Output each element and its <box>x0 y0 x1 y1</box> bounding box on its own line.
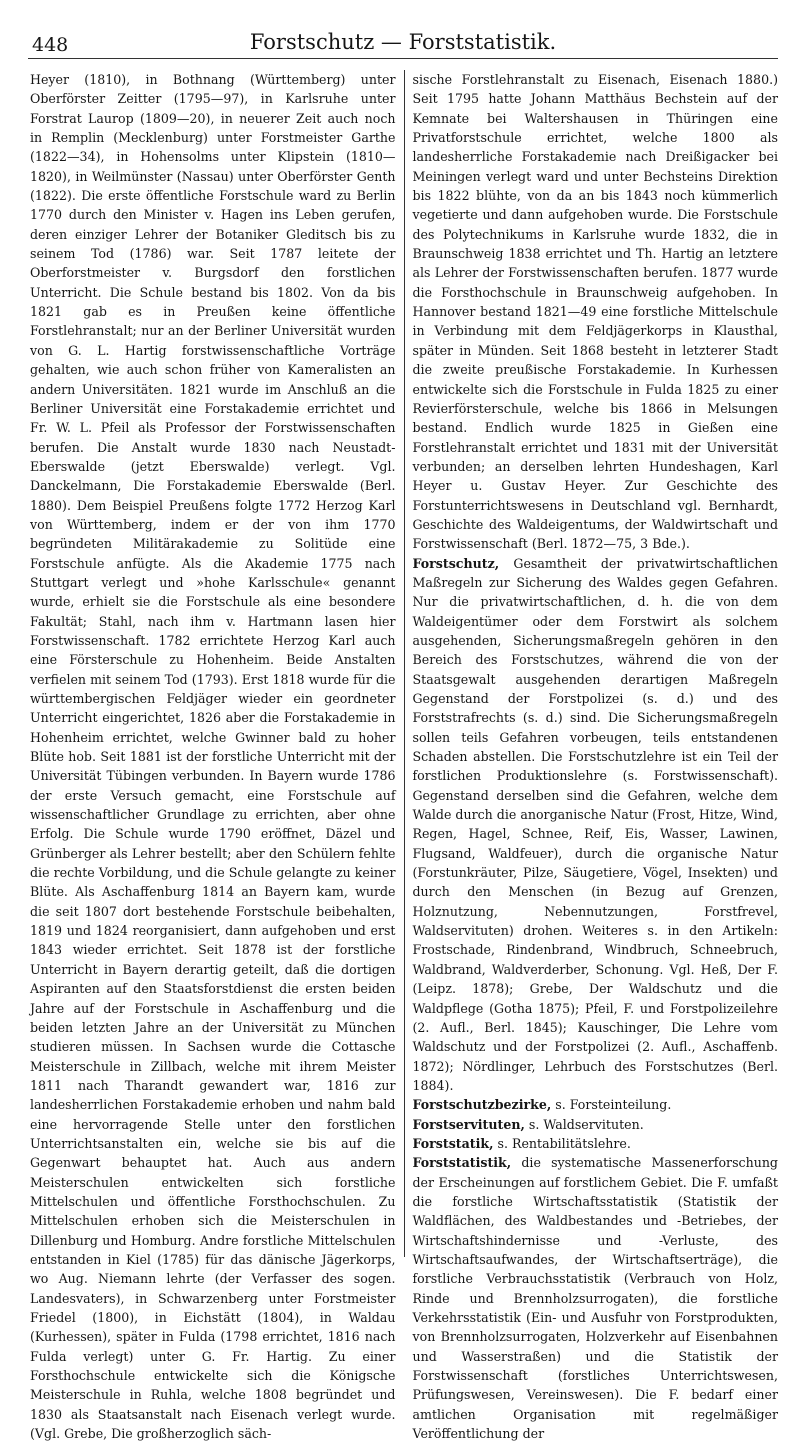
left-column <box>30 70 405 1442</box>
entry-forstservituten <box>413 1115 779 1134</box>
running-title: Forstschutz — Forststatistik. <box>249 30 557 54</box>
right-column <box>405 70 779 1442</box>
entry-forststatik <box>413 1134 779 1153</box>
headword: Forststatistik, <box>412 1155 512 1171</box>
headword: Forststatik, <box>412 1135 494 1151</box>
page-header <box>28 28 778 59</box>
left-column-text: Heyer (1810), in Bothnang (Württemberg) unter Oberförster Zeitter (1795—97), in Karlsruhe unter Forstrat Laurop (1809—20), in neuerer Zeit auch noch in Remplin (Mecklenburg) unter Forstmeister Garthe (1822—34), in Hohensolms unter Klipstein (1810—1820), in Weilmünster (Nassau) unter Oberförster Genth (1822). Die erste öffentliche Forstschule ward zu Berlin 1770 durch den Minister v. Hagen ins Leben gerufen, deren einziger Lehrer der Botaniker Gleditsch bis zu seinem Tod (1786) war. Seit 1787 leitete der Oberforstmeister v. Burgsdorf den forstlichen Unterricht. Die Schule bestand bis 1802. Von da bis 1821 gab es in Preußen keine öffentliche Forstlehranstalt; nur an der Berliner Universität wurden von G. L. Hartig forstwissenschaftliche Vorträge gehalten, wie auch schon früher von Kameralisten an andern Universitäten. 1821 wurde im Anschluß an die Berliner Universität eine Forstakademie errichtet und Fr. W. L. Pfeil als Professor der Forstwissenschaften berufen. Die Anstalt wurde 1830 nach Neustadt-Eberswalde (jetzt Eberswalde) verlegt. Vgl. Danckelmann, Die Forstakademie Eberswalde (Berl. 1880). Dem Beispiel Preußens folgte 1772 Herzog Karl von Württemberg, indem er der von ihm 1770 begründeten Militärakademie zu Solitüde eine Forstschule anfügte. Als die Akademie 1775 nach Stuttgart verlegt und »hohe Karlsschule« genannt wurde, erhielt sie die Forstschule als eine besondere Fakultät; Stahl, nach ihm v. Hartmann lasen hier Forstwissenschaft. 1782 errichtete Herzog Karl auch eine Försterschule zu Hohenheim. Beide Anstalten verfielen mit seinem Tod (1793). Erst 1818 wurde für die württembergischen Feldjäger wieder ein geordneter Unterricht eingerichtet, 1826 aber die Forstakademie in Hohenheim errichtet, welche Gwinner bald zu hoher Blüte hob. Seit 1881 ist der forstliche Unterricht mit der Universität Tübingen verbunden. In Bayern wurde 1786 der erste Versuch gemacht, eine Forstschule auf wissenschaftlicher Grundlage zu errichten, aber ohne Erfolg. Die Schule wurde 1790 eröffnet, Däzel und Grünberger als Lehrer bestellt; aber den Schülern fehlte die rechte Vorbildung, und die Schule gelangte zu keiner Blüte. Als Aschaffenburg 1814 an Bayern kam, wurde die seit 1807 dort bestehende Forstschule beibehalten, 1819 und 1824 reorganisiert, dann aufgehoben und erst 1843 wieder errichtet. Seit 1878 ist der forstliche Unterricht in Bayern derartig geteilt, daß die dortigen Aspiranten auf den Staatsforstdienst die ersten beiden Jahre auf der Forstschule in Aschaffenburg und die beiden letzten Jahre an der Universität zu München studieren müssen. In Sachsen wurde die Cottasche Meisterschule in Zillbach, welche mit ihrem Meister 1811 nach Tharandt gewandert war, 1816 zur landesherrlichen Forstakademie erhoben und nahm bald eine hervorragende Stelle unter den forstlichen Unterrichtsanstalten ein, welche sie bis auf die Gegenwart behauptet hat. Auch aus andern Meisterschulen entwickelten sich forstliche Mittelschulen und öffentliche Forsthochschulen. Zu Mittelschulen erhoben sich die Meisterschulen in Dillenburg und Homburg. Andre forstliche Mittelschulen entstanden in Kiel (1785) für das dänische Jägerkorps, wo Aug. Niemann lehrte (der Verfasser des sogen. Landesvaters), in Schwarzenberg unter Forstmeister Friedel (1800), in Eichstätt (1804), in Waldau (Kurhessen), später in Fulda (1798 errichtet, 1816 nach Fulda verlegt) unter G. Fr. Hartig. Zu einer Forsthochschule entwickelte sich die Königsche Meisterschule in Ruhla, welche 1808 begründet und 1830 als Staatsanstalt nach Eisenach verlegt wurde. (Vgl. Grebe, Die großherzoglich säch- <box>30 72 396 1442</box>
entry-text: s. Waldservituten. <box>528 1116 644 1132</box>
headword: Forstservituten, <box>412 1116 525 1132</box>
entry-text: die systematische Massenerforschung der Erscheinungen auf forstlichem Gebiet. Die F. umfaßt die forstliche Wirtschaftsstatistik (Statistik der Waldflächen, des Waldbestandes und -Betriebes, der Wirtschaftshindernisse und -Verluste, des Wirtschaftsaufwandes, der Wirtschaftserträge), die forstliche Verbrauchsstatistik (Verbrauch von Holz, Rinde und Brennholzsurrogaten), die forstliche Verkehrsstatistik (Ein- und Ausfuhr von Forstprodukten, von Brennholzsurrogaten, Holzverkehr auf Eisenbahnen und Wasserstraßen) und die Statistik der Forstwissenschaft (forstliches Unterrichtswesen, Prüfungswesen, Vereinswesen). Die F. bedarf einer amtlichen Organisation mit regelmäßiger Veröffentlichung der <box>412 1155 778 1442</box>
text-columns <box>30 70 778 1442</box>
page-number: 448 <box>32 34 69 56</box>
headword: Forstschutz, <box>412 555 500 571</box>
entry-forststatistik <box>413 1153 779 1443</box>
entry-text: Gesamtheit der privatwirtschaftlichen Maßregeln zur Sicherung des Waldes gegen Gefahren. Nur die privatwirtschaftlichen, d. h. die von dem Waldeigentümer oder dem Forstwirt als solchem ausgehenden, Sicherungsmaßregeln gehören in den Bereich des Forstschutzes, während die von der Staatsgewalt ausgehenden derartigen Maßregeln Gegenstand der Forstpolizei (s. d.) und des Forststrafrechts (s. d.) sind. Die Sicherungsmaßregeln sollen teils Gefahren vorbeugen, teils entstandenen Schaden abstellen. Die Forstschutzlehre ist ein Teil der forstlichen Produktionslehre (s. Forstwissenschaft). Gegenstand derselben sind die Gefahren, welche dem Walde durch die anorganische Natur (Frost, Hitze, Wind, Regen, Hagel, Schnee, Reif, Eis, Wasser, Lawinen, Flugsand, Waldfeuer), durch die organische Natur (Forstunkräuter, Pilze, Säugetiere, Vögel, Insekten) und durch den Menschen (in Bezug auf Grenzen, Holznutzung, Nebennutzungen, Forstfrevel, Waldservituten) drohen. Weiteres s. in den Artikeln: Frostschade, Rindenbrand, Windbruch, Schneebruch, Waldbrand, Waldverderber, Schonung. Vgl. Heß, Der F. (Leipz. 1878); Grebe, Der Waldschutz und die Waldpflege (Gotha 1875); Pfeil, F. und Forstpolizeilehre (2. Aufl., Berl. 1845); Kauschinger, Die Lehre vom Waldschutz und der Forstpolizei (2. Aufl., Aschaffenb. 1872); Nördlinger, Lehrbuch des Forstschutzes (Berl. 1884). <box>412 555 778 1093</box>
headword: Forstschutzbezirke, <box>412 1097 552 1113</box>
entry-text: s. Forsteinteilung. <box>555 1097 672 1113</box>
entry-forstschutzbezirke <box>413 1095 779 1114</box>
entry-forstschutz <box>413 554 779 1096</box>
entry-text: s. Rentabilitätslehre. <box>497 1135 631 1151</box>
right-column-intro: sische Forstlehranstalt zu Eisenach, Eisenach 1880.) Seit 1795 hatte Johann Matthäus Bechstein auf der Kemnate bei Waltershausen in Thüringen eine Privatforstschule errichtet, welche 1800 als landesherrliche Forstakademie nach Dreißigacker bei Meiningen verlegt ward und unter Bechsteins Direktion bis 1822 blühte, von da an bis 1843 noch kümmerlich vegetierte und dann aufgehoben wurde. Die Forstschule des Polytechnikums in Karlsruhe wurde 1832, die in Braunschweig 1838 errichtet und Th. Hartig an letztere als Lehrer der Forstwissenschaften berufen. 1877 wurde die Forsthochschule in Braunschweig aufgehoben. In Hannover bestand 1821—49 eine forstliche Mittelschule in Verbindung mit dem Feldjägerkorps in Klausthal, später in Münden. Seit 1868 besteht in letzterer Stadt die zweite preußische Forstakademie. In Kurhessen entwickelte sich die Forstschule in Fulda 1825 zu einer Revierförsterschule, welche bis 1866 in Melsungen bestand. Endlich wurde 1825 in Gießen eine Forstlehranstalt errichtet und 1831 mit der Universität verbunden; an derselben lehrten Hundeshagen, Karl Heyer u. Gustav Heyer. Zur Geschichte des Forstunterrichtswesens in Deutschland vgl. Bernhardt, Geschichte des Waldeigentums, der Waldwirtschaft und Forstwissenschaft (Berl. 1872—75, 3 Bde.). <box>412 72 778 552</box>
